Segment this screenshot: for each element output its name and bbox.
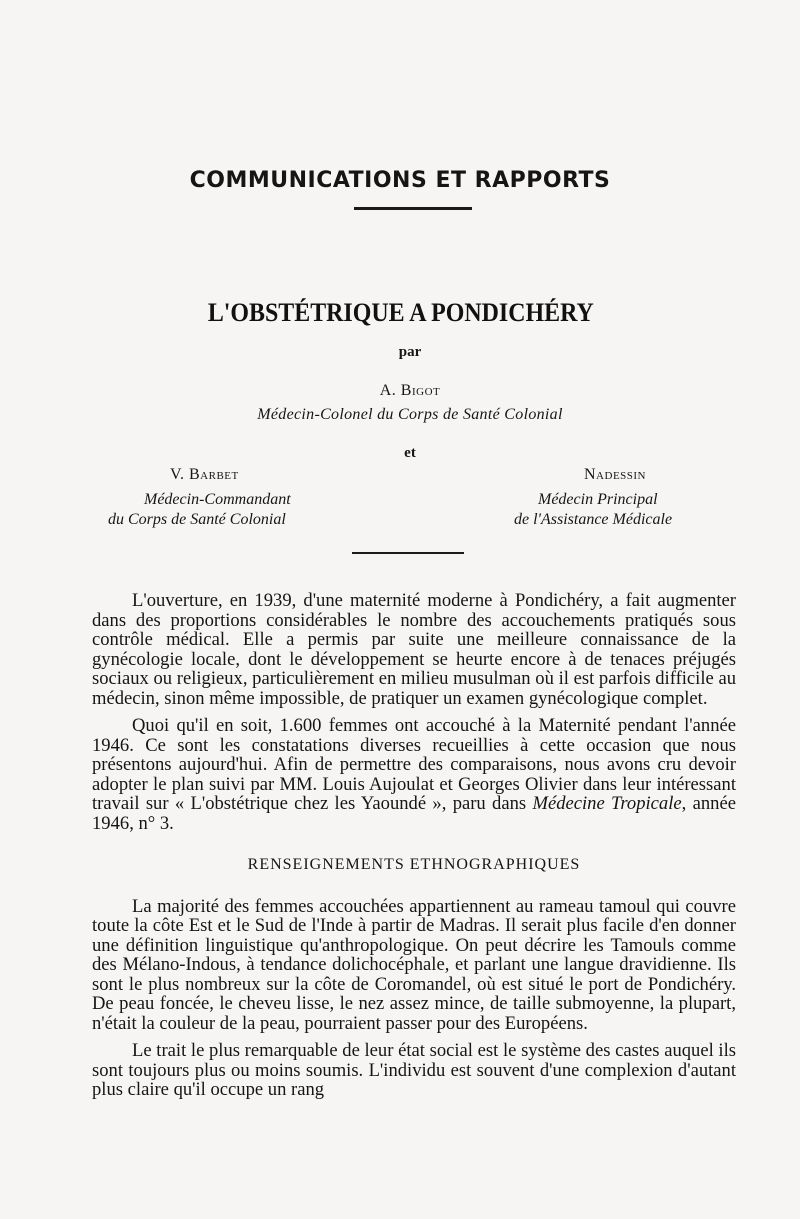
paragraph-2-text: Quoi qu'il en soit, 1.600 femmes ont accouché à la Maternité pendant l'année 1946. Ce sont les constatations diverses recueillies à cette occasion que nous présentons aujourd'hui. Afin de permettre des comparaisons, nous avons cru devoir adopter le plan suivi par MM. Louis Aujoulat et Georges Olivier dans leur intéressant travail sur « L'obstétrique chez les Yaoundé », paru dans <box>92 715 736 814</box>
author-nadessin <box>500 466 720 529</box>
heading-rule <box>354 207 472 210</box>
author-bigot-name: A. Bigot <box>379 382 441 399</box>
author-bigot-title: Médecin-Colonel du Corps de Santé Colonial <box>257 406 563 423</box>
article-title: L'OBSTÉTRIQUE A PONDICHÉRY <box>207 298 594 327</box>
author-nadessin-name: Nadessin <box>584 466 647 483</box>
paragraph-2-end: , année 1946, n° 3. <box>92 793 736 834</box>
author-barbet <box>108 466 360 529</box>
author-barbet-name: V. Barbet <box>170 466 239 483</box>
paragraph-4: Le trait le plus remarquable de leur état social est le système des castes auquel ils sont toujours plus ou moins soumis. L'individu est souvent d'une complexion d'autant plus claire qu'il occupe un rang <box>92 1040 736 1100</box>
author-nadessin-title-line2: de l'Assistance Médicale <box>514 511 673 528</box>
paragraph-2 <box>92 716 736 833</box>
paragraph-3: La majorité des femmes accouchées appartiennent au rameau tamoul qui couvre toute la côte Est et le Sud de l'Inde à partir de Madras. Il serait plus facile d'en donner une définition linguistique qu'anthropologique. On peut décrire les Tamouls comme des Mélano-Indous, à tendance dolichocéphale, et parlant une langue dravidienne. Ils sont le plus nombreux sur la côte de Coromandel, où est situé le port de Pondichéry. De peau foncée, le cheveu lisse, le nez assez mince, de taille submoyenne, la plupart, n'était la couleur de la peau, pourraient passer pour des Européens. <box>92 895 736 1034</box>
and-line: et <box>404 445 416 461</box>
separator-rule <box>352 552 464 554</box>
article-body <box>92 591 736 1100</box>
section-heading: COMMUNICATIONS ET RAPPORTS <box>189 168 611 193</box>
by-line: par <box>398 344 422 360</box>
author-barbet-title-line1: Médecin-Commandant <box>144 491 291 508</box>
journal-name: Médecine Tropicale <box>532 793 682 814</box>
author-barbet-title-line2: du Corps de Santé Colonial <box>108 511 286 528</box>
author-nadessin-title-line1: Médecin Principal <box>538 491 658 508</box>
subsection-heading: RENSEIGNEMENTS ETHNOGRAPHIQUES <box>247 856 581 873</box>
paragraph-1: L'ouverture, en 1939, d'une maternité moderne à Pondichéry, a fait augmenter dans des proportions considérables le nombre des accouchements pratiqués sous contrôle médical. Elle a permis par suite une meilleure connaissance de la gynécologie locale, dont le développement se heurte encore à de tenaces préjugés sociaux ou religieux, particulièrement en milieu musulman où il est parfois difficile au médecin, sinon même impossible, de pratiquer un examen gynécologique complet. <box>92 590 736 709</box>
